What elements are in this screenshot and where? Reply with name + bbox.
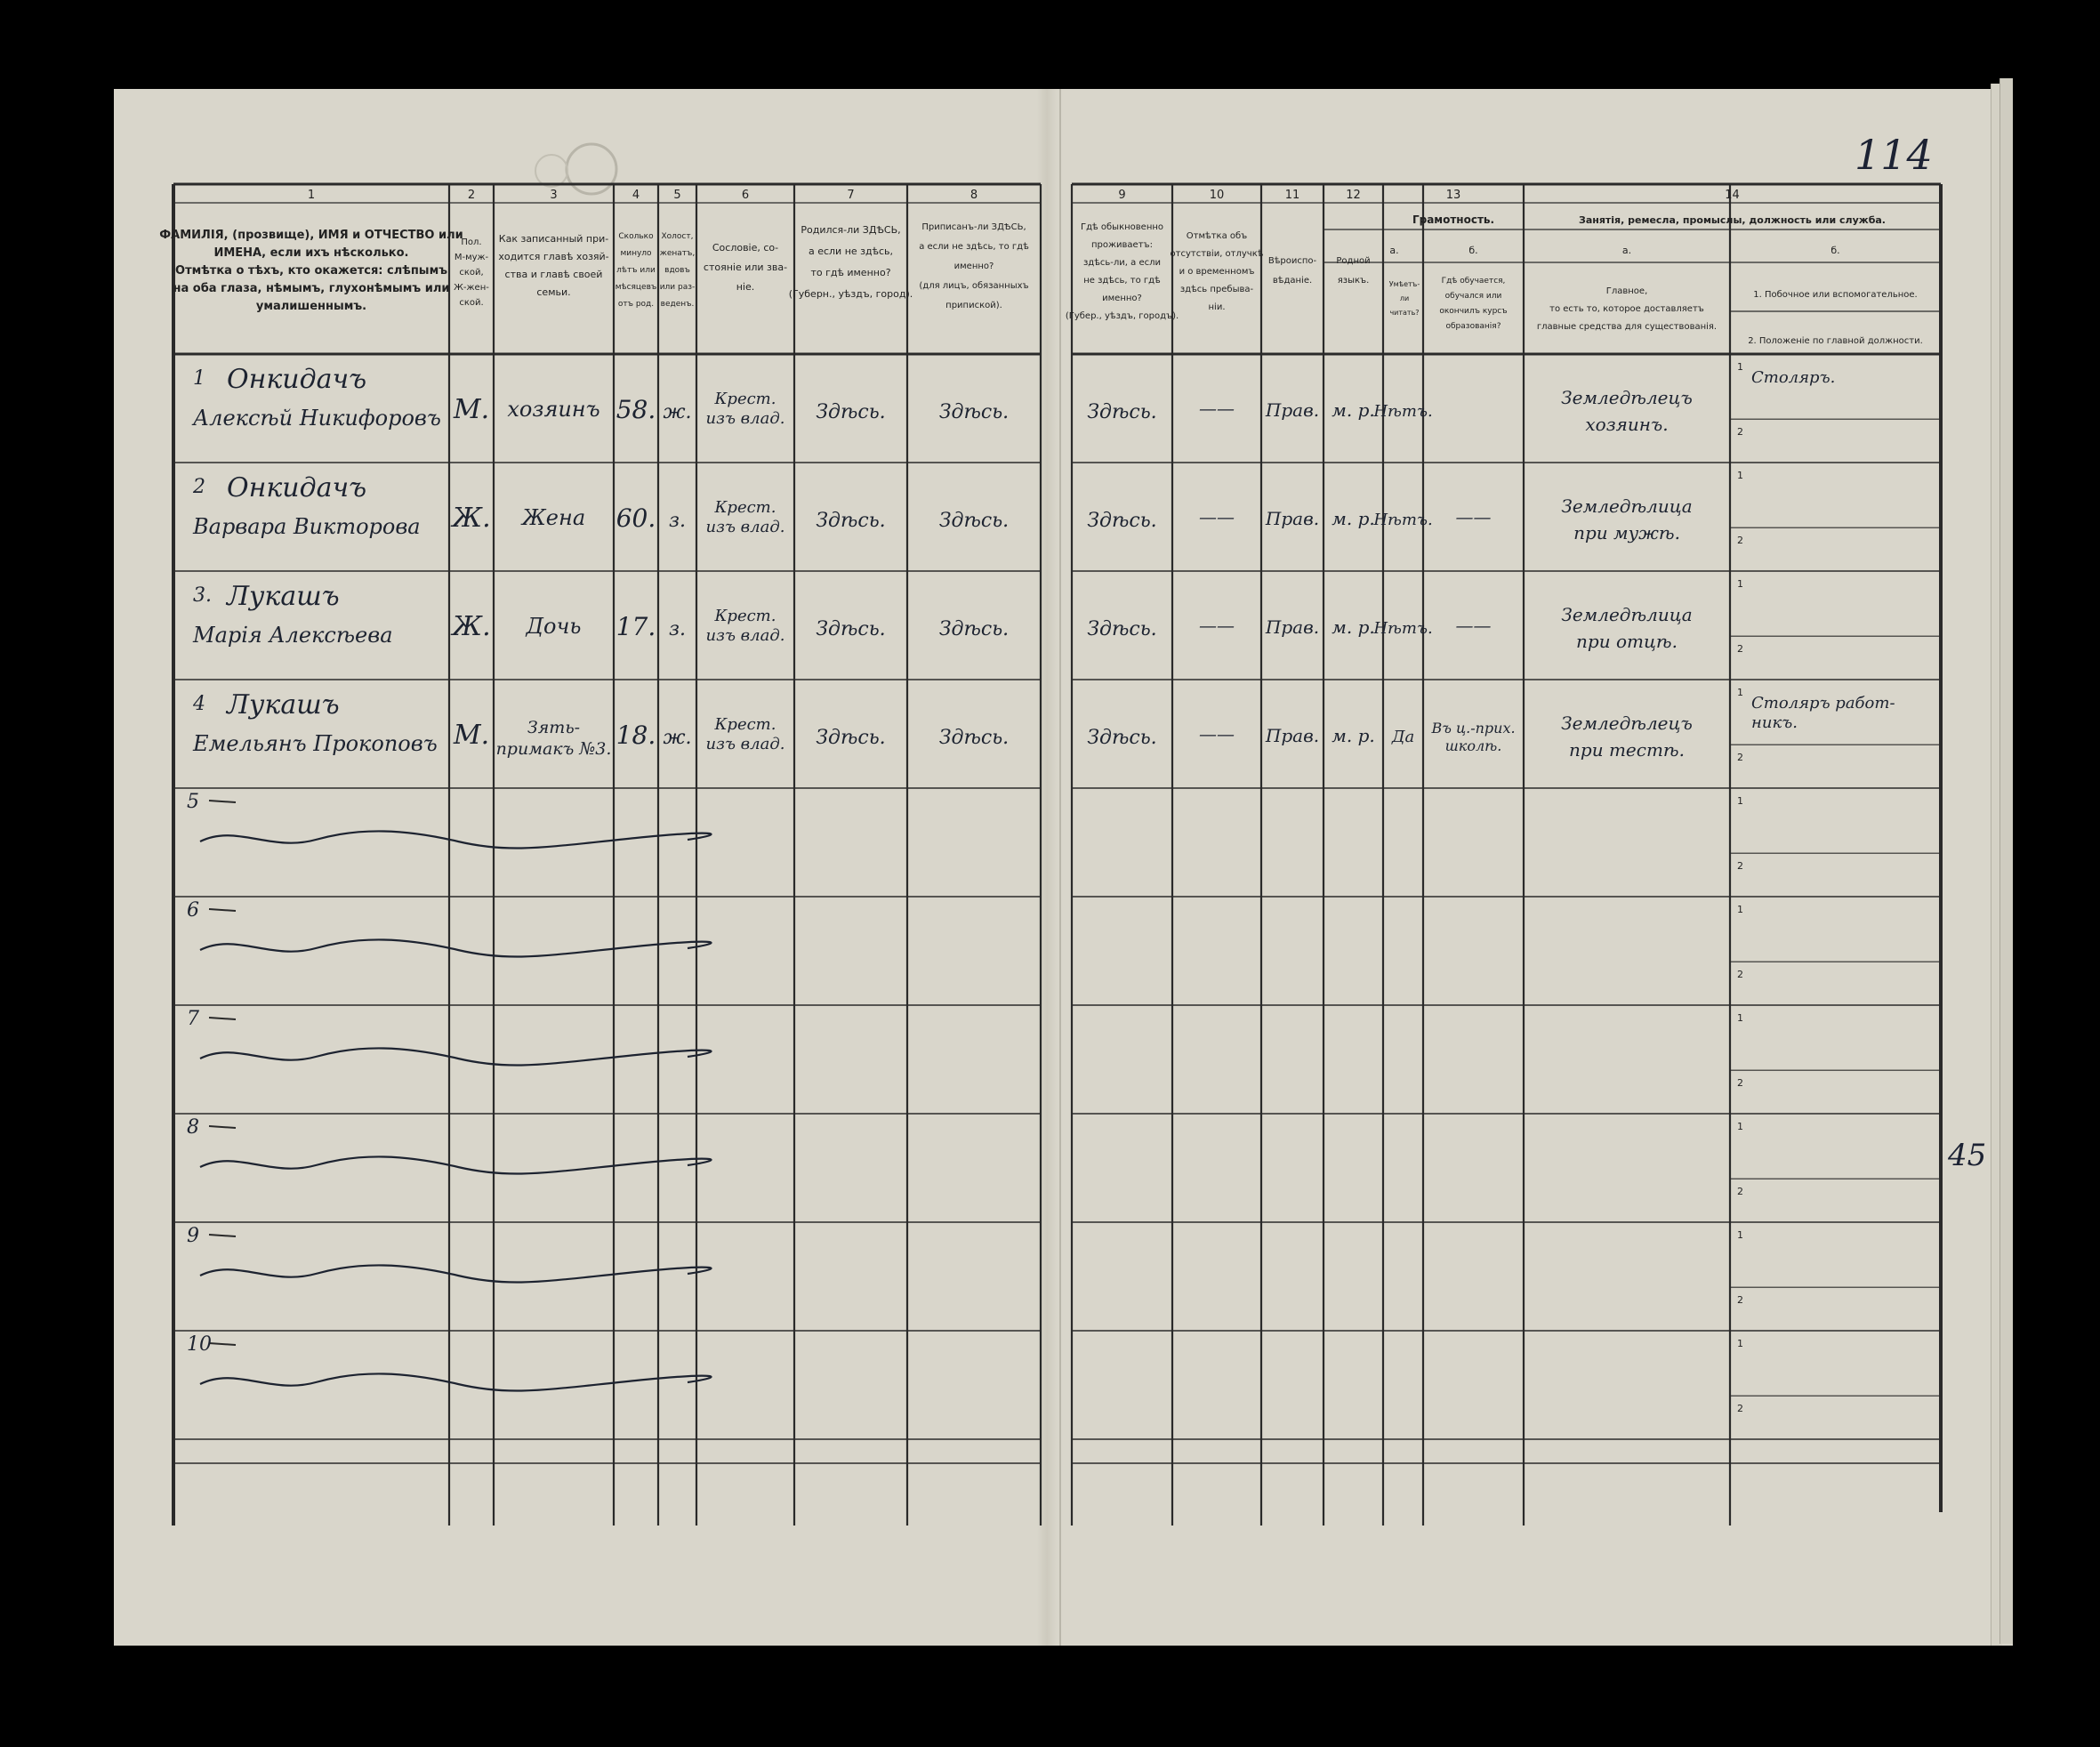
person-birthplace: Здѣсь. xyxy=(816,401,886,423)
row-number-dash xyxy=(209,1235,236,1236)
header-relation-column: ходится главѣ хозяй- xyxy=(498,251,609,262)
header-name-column: ИМЕНА, если ихъ нѣсколько. xyxy=(213,246,409,260)
person-registered: Здѣсь. xyxy=(938,510,1010,532)
header-residence-column: (Губер., уѣздъ, городъ). xyxy=(1065,311,1179,321)
header-main-occupation: главные средства для существованія. xyxy=(1536,322,1718,332)
person-occupation: Земледѣлица xyxy=(1561,495,1693,517)
person-absence: —— xyxy=(1199,723,1235,745)
person-language: м. р. xyxy=(1332,725,1375,746)
person-surname: Онкидачъ xyxy=(227,472,367,503)
person-occupation: при мужѣ. xyxy=(1573,522,1680,543)
row-number-dash xyxy=(209,801,236,802)
header-relation-column: семьи. xyxy=(536,286,571,298)
occupation-line-number: 2 xyxy=(1737,1186,1743,1198)
header-language-column: языкъ. xyxy=(1337,276,1370,286)
header-main-occupation: Главное, xyxy=(1605,286,1648,296)
header-can-read-column: Умѣетъ- xyxy=(1388,280,1420,288)
header-birthplace-column: (Губерн., уѣздъ, город). xyxy=(788,288,913,300)
row-number: 5 xyxy=(187,791,199,813)
occupation-line-number: 1 xyxy=(1737,1338,1743,1349)
person-side-occupation: Столяръ. xyxy=(1751,368,1836,387)
header-sex-column: ской. xyxy=(459,298,484,308)
header-age-column: лѣтъ или xyxy=(616,266,656,275)
person-occupation: при отцѣ. xyxy=(1576,631,1678,652)
header-estate-column: Сословіе, со- xyxy=(712,242,779,254)
person-literacy: Нѣтъ. xyxy=(1373,619,1433,638)
person-religion: Прав. xyxy=(1265,508,1320,529)
header-sex-column: Ж-жен- xyxy=(454,283,489,293)
header-literacy-group: Грамотность. xyxy=(1412,213,1495,226)
column-number: 3 xyxy=(550,189,558,202)
person-occupation: при тестѣ. xyxy=(1569,739,1685,761)
person-side-occupation: Столяръ работ- xyxy=(1751,694,1895,712)
header-sex-column: Пол. xyxy=(461,237,482,247)
header-religion-column: вѣданіе. xyxy=(1272,276,1313,286)
person-occupation: хозяинъ. xyxy=(1585,414,1669,435)
margin-mark: 45 xyxy=(1948,1138,1987,1173)
person-relation: Дочь xyxy=(526,614,582,639)
column-number: 10 xyxy=(1209,189,1225,202)
header-occupation-a: а. xyxy=(1621,245,1632,256)
person-language: м. р. xyxy=(1332,616,1375,638)
cancellation-stroke xyxy=(200,1373,712,1390)
occupation-line-number: 1 xyxy=(1737,1121,1743,1132)
occupation-line-number: 2 xyxy=(1737,752,1743,764)
row-number: 6 xyxy=(187,899,199,922)
person-literacy: Нѣтъ. xyxy=(1373,402,1433,421)
person-number: 3. xyxy=(193,584,212,607)
person-language: м. р. xyxy=(1332,508,1375,529)
occupation-line-number: 1 xyxy=(1737,1012,1743,1024)
person-registered: Здѣсь. xyxy=(938,727,1010,749)
header-education-column: окончилъ курсъ xyxy=(1439,307,1508,316)
header-marital-column: Холост, xyxy=(661,232,694,241)
person-estate: Крест. xyxy=(714,498,776,517)
person-relation: хозяинъ xyxy=(507,397,600,422)
column-number: 1 xyxy=(307,189,316,202)
header-registered-column: а если не здѣсь, то гдѣ xyxy=(919,242,1029,252)
header-absence-column: здѣсь пребыва- xyxy=(1179,285,1254,294)
header-religion-column: Вѣроиспо- xyxy=(1267,256,1317,266)
header-literacy-a: а. xyxy=(1389,245,1399,256)
person-religion: Прав. xyxy=(1265,616,1320,638)
column-number: 4 xyxy=(632,189,640,202)
row-number: 7 xyxy=(187,1008,199,1030)
header-birthplace-column: а если не здѣсь, xyxy=(808,246,894,257)
cancellation-stroke xyxy=(200,1048,712,1065)
page-number: 114 xyxy=(1855,131,1933,179)
person-absence: —— xyxy=(1199,506,1235,527)
header-relation-column: Как записанный при- xyxy=(498,233,609,245)
header-literacy-b: б. xyxy=(1468,245,1478,256)
header-marital-column: женатъ, xyxy=(659,249,696,258)
header-residence-column: именно? xyxy=(1102,294,1142,303)
header-absence-column: отсутствіи, отлучкѣ xyxy=(1170,249,1264,259)
person-registered: Здѣсь. xyxy=(938,618,1010,640)
occupation-line-number: 2 xyxy=(1737,426,1743,439)
header-age-column: минуло xyxy=(620,249,652,258)
person-number: 2 xyxy=(193,476,205,498)
row-number: 8 xyxy=(187,1116,199,1139)
header-name-column: на оба глаза, нѣмымъ, глухонѣмымъ или xyxy=(173,282,450,295)
row-number-dash xyxy=(209,1018,236,1019)
column-number: 11 xyxy=(1284,189,1300,202)
person-sex: М. xyxy=(453,720,490,751)
person-education: школѣ. xyxy=(1444,737,1502,754)
person-absence: —— xyxy=(1199,398,1235,419)
person-number: 4 xyxy=(193,693,205,715)
person-religion: Прав. xyxy=(1265,399,1320,421)
header-registered-column: (для лицъ, обязанныхъ xyxy=(919,281,1029,291)
occupation-line-number: 1 xyxy=(1737,470,1743,481)
header-estate-column: ніе. xyxy=(736,281,755,293)
header-birthplace-column: Родился-ли ЗДѢСЬ, xyxy=(801,224,901,236)
header-education-column: обучался или xyxy=(1444,292,1502,301)
person-residence: Здѣсь. xyxy=(1087,618,1157,640)
person-occupation: Земледѣлица xyxy=(1561,604,1693,625)
header-can-read-column: ли xyxy=(1399,294,1410,302)
occupation-line-number: 1 xyxy=(1737,687,1743,698)
header-can-read-column: читать? xyxy=(1389,309,1420,317)
header-side-occupation: 1. Побочное или вспомогательное. xyxy=(1753,290,1918,300)
person-sex: Ж. xyxy=(452,611,491,642)
seal-watermark xyxy=(535,144,616,194)
header-marital-column: или раз- xyxy=(659,283,696,292)
person-estate: изъ влад. xyxy=(705,518,785,536)
cancellation-stroke xyxy=(200,1156,712,1173)
header-marital-column: вдовъ xyxy=(664,266,690,275)
occupation-line-number: 2 xyxy=(1737,535,1743,547)
occupation-line-number: 1 xyxy=(1737,578,1743,590)
column-number: 6 xyxy=(741,189,750,202)
person-marital-status: з. xyxy=(669,618,686,640)
person-registered: Здѣсь. xyxy=(938,401,1010,423)
person-language: м. р. xyxy=(1332,399,1375,421)
occupation-line-number: 1 xyxy=(1737,904,1743,915)
header-age-column: отъ род. xyxy=(617,300,655,309)
person-surname: Лукашъ xyxy=(227,689,340,721)
person-estate: изъ влад. xyxy=(705,626,785,645)
person-given-name: Алексѣй Никифоровъ xyxy=(193,406,441,431)
header-position: 2. Положеніе по главной должности. xyxy=(1748,336,1923,346)
header-sex-column: ской, xyxy=(459,268,484,278)
header-education-column: образованія? xyxy=(1445,322,1501,331)
header-education-column: Гдѣ обучается, xyxy=(1441,277,1506,286)
occupation-line-number: 2 xyxy=(1737,969,1743,981)
header-registered-column: припиской). xyxy=(945,301,1002,310)
person-relation: примакъ №3. xyxy=(495,739,612,759)
person-age: 17. xyxy=(616,612,656,641)
row-number: 9 xyxy=(187,1225,199,1247)
header-occupation-b: б. xyxy=(1830,245,1840,256)
header-residence-column: здѣсь-ли, а если xyxy=(1082,258,1162,268)
person-residence: Здѣсь. xyxy=(1087,401,1157,423)
cancellation-stroke xyxy=(200,939,712,956)
person-education: —— xyxy=(1455,615,1492,636)
header-main-occupation: то есть то, которое доставляетъ xyxy=(1549,304,1704,314)
person-given-name: Варвара Викторова xyxy=(193,514,421,539)
header-registered-column: Приписанъ-ли ЗДѢСЬ, xyxy=(921,222,1026,232)
person-given-name: Марія Алексѣева xyxy=(193,623,393,648)
person-given-name: Емельянъ Прокоповъ xyxy=(193,731,438,756)
person-age: 60. xyxy=(616,503,656,533)
occupation-line-number: 1 xyxy=(1737,361,1743,373)
column-number: 7 xyxy=(847,189,855,202)
person-side-occupation: никъ. xyxy=(1751,713,1798,732)
header-occupation-group: Занятія, ремесла, промыслы, должность или служба. xyxy=(1579,214,1886,226)
person-residence: Здѣсь. xyxy=(1087,510,1157,532)
person-occupation: Земледѣлецъ xyxy=(1561,387,1693,408)
person-birthplace: Здѣсь. xyxy=(816,727,886,749)
row-number-dash xyxy=(209,909,236,911)
header-birthplace-column: то гдѣ именно? xyxy=(810,267,891,278)
occupation-line-number: 2 xyxy=(1737,860,1743,873)
person-religion: Прав. xyxy=(1265,725,1320,746)
person-estate: Крест. xyxy=(714,715,776,734)
row-number-dash xyxy=(209,1126,236,1128)
header-absence-column: Отмѣтка объ xyxy=(1186,231,1248,241)
column-number: 5 xyxy=(673,189,681,202)
person-birthplace: Здѣсь. xyxy=(816,618,886,640)
person-estate: Крест. xyxy=(714,390,776,408)
row-number: 10 xyxy=(187,1333,212,1356)
header-residence-column: Гдѣ обыкновенно xyxy=(1080,222,1164,232)
header-age-column: Сколько xyxy=(618,232,654,241)
person-surname: Лукашъ xyxy=(227,581,340,612)
person-marital-status: ж. xyxy=(663,727,692,749)
column-number: 13 xyxy=(1445,189,1461,202)
person-marital-status: з. xyxy=(669,510,686,532)
person-absence: —— xyxy=(1199,615,1235,636)
header-residence-column: проживаетъ: xyxy=(1091,240,1153,250)
header-estate-column: стояніе или зва- xyxy=(703,262,788,273)
header-absence-column: и о временномъ xyxy=(1179,267,1255,277)
occupation-line-number: 2 xyxy=(1737,643,1743,656)
column-number: 9 xyxy=(1118,189,1126,202)
occupation-line-number: 1 xyxy=(1737,795,1743,807)
header-marital-column: веденъ. xyxy=(660,300,695,309)
person-relation: Зять- xyxy=(527,718,581,737)
person-birthplace: Здѣсь. xyxy=(816,510,886,532)
person-estate: изъ влад. xyxy=(705,409,785,428)
cancellation-stroke xyxy=(200,1265,712,1282)
person-relation: Жена xyxy=(521,505,586,530)
column-number: 2 xyxy=(467,189,476,202)
column-number: 12 xyxy=(1346,189,1361,202)
header-absence-column: ніи. xyxy=(1208,302,1226,312)
person-education: —— xyxy=(1455,506,1492,527)
person-literacy: Нѣтъ. xyxy=(1373,511,1433,529)
person-occupation: Земледѣлецъ xyxy=(1561,712,1693,734)
occupation-line-number: 2 xyxy=(1737,1077,1743,1090)
header-registered-column: именно? xyxy=(953,262,994,271)
header-age-column: мѣсяцевъ xyxy=(615,283,657,292)
person-number: 1 xyxy=(193,367,205,390)
person-sex: М. xyxy=(453,394,490,425)
column-number: 8 xyxy=(970,189,978,202)
occupation-line-number: 2 xyxy=(1737,1403,1743,1415)
cancellation-stroke xyxy=(200,831,712,848)
column-number: 14 xyxy=(1725,189,1740,202)
header-language-column: Родной xyxy=(1336,256,1371,266)
person-literacy: Да xyxy=(1391,728,1415,746)
occupation-line-number: 1 xyxy=(1737,1229,1743,1241)
person-surname: Онкидачъ xyxy=(227,364,367,395)
header-relation-column: ства и главѣ своей xyxy=(504,269,603,280)
person-sex: Ж. xyxy=(452,503,491,534)
header-name-column: Отмѣтка о тѣхъ, кто окажется: слѣпымъ xyxy=(175,264,447,278)
row-number-dash xyxy=(209,1343,236,1345)
header-residence-column: не здѣсь, то гдѣ xyxy=(1083,276,1161,286)
person-residence: Здѣсь. xyxy=(1087,727,1157,749)
person-age: 18. xyxy=(616,721,656,750)
header-name-column: умалишеннымъ. xyxy=(255,300,367,313)
header-sex-column: М-муж- xyxy=(454,253,489,262)
person-estate: изъ влад. xyxy=(705,735,785,753)
header-name-column: ФАМИЛІЯ, (прозвище), ИМЯ и ОТЧЕСТВО или xyxy=(159,229,463,242)
occupation-line-number: 2 xyxy=(1737,1294,1743,1307)
person-age: 58. xyxy=(616,395,656,424)
person-marital-status: ж. xyxy=(663,401,692,423)
person-education: Въ ц.-прих. xyxy=(1431,720,1516,737)
person-estate: Крест. xyxy=(714,607,776,625)
